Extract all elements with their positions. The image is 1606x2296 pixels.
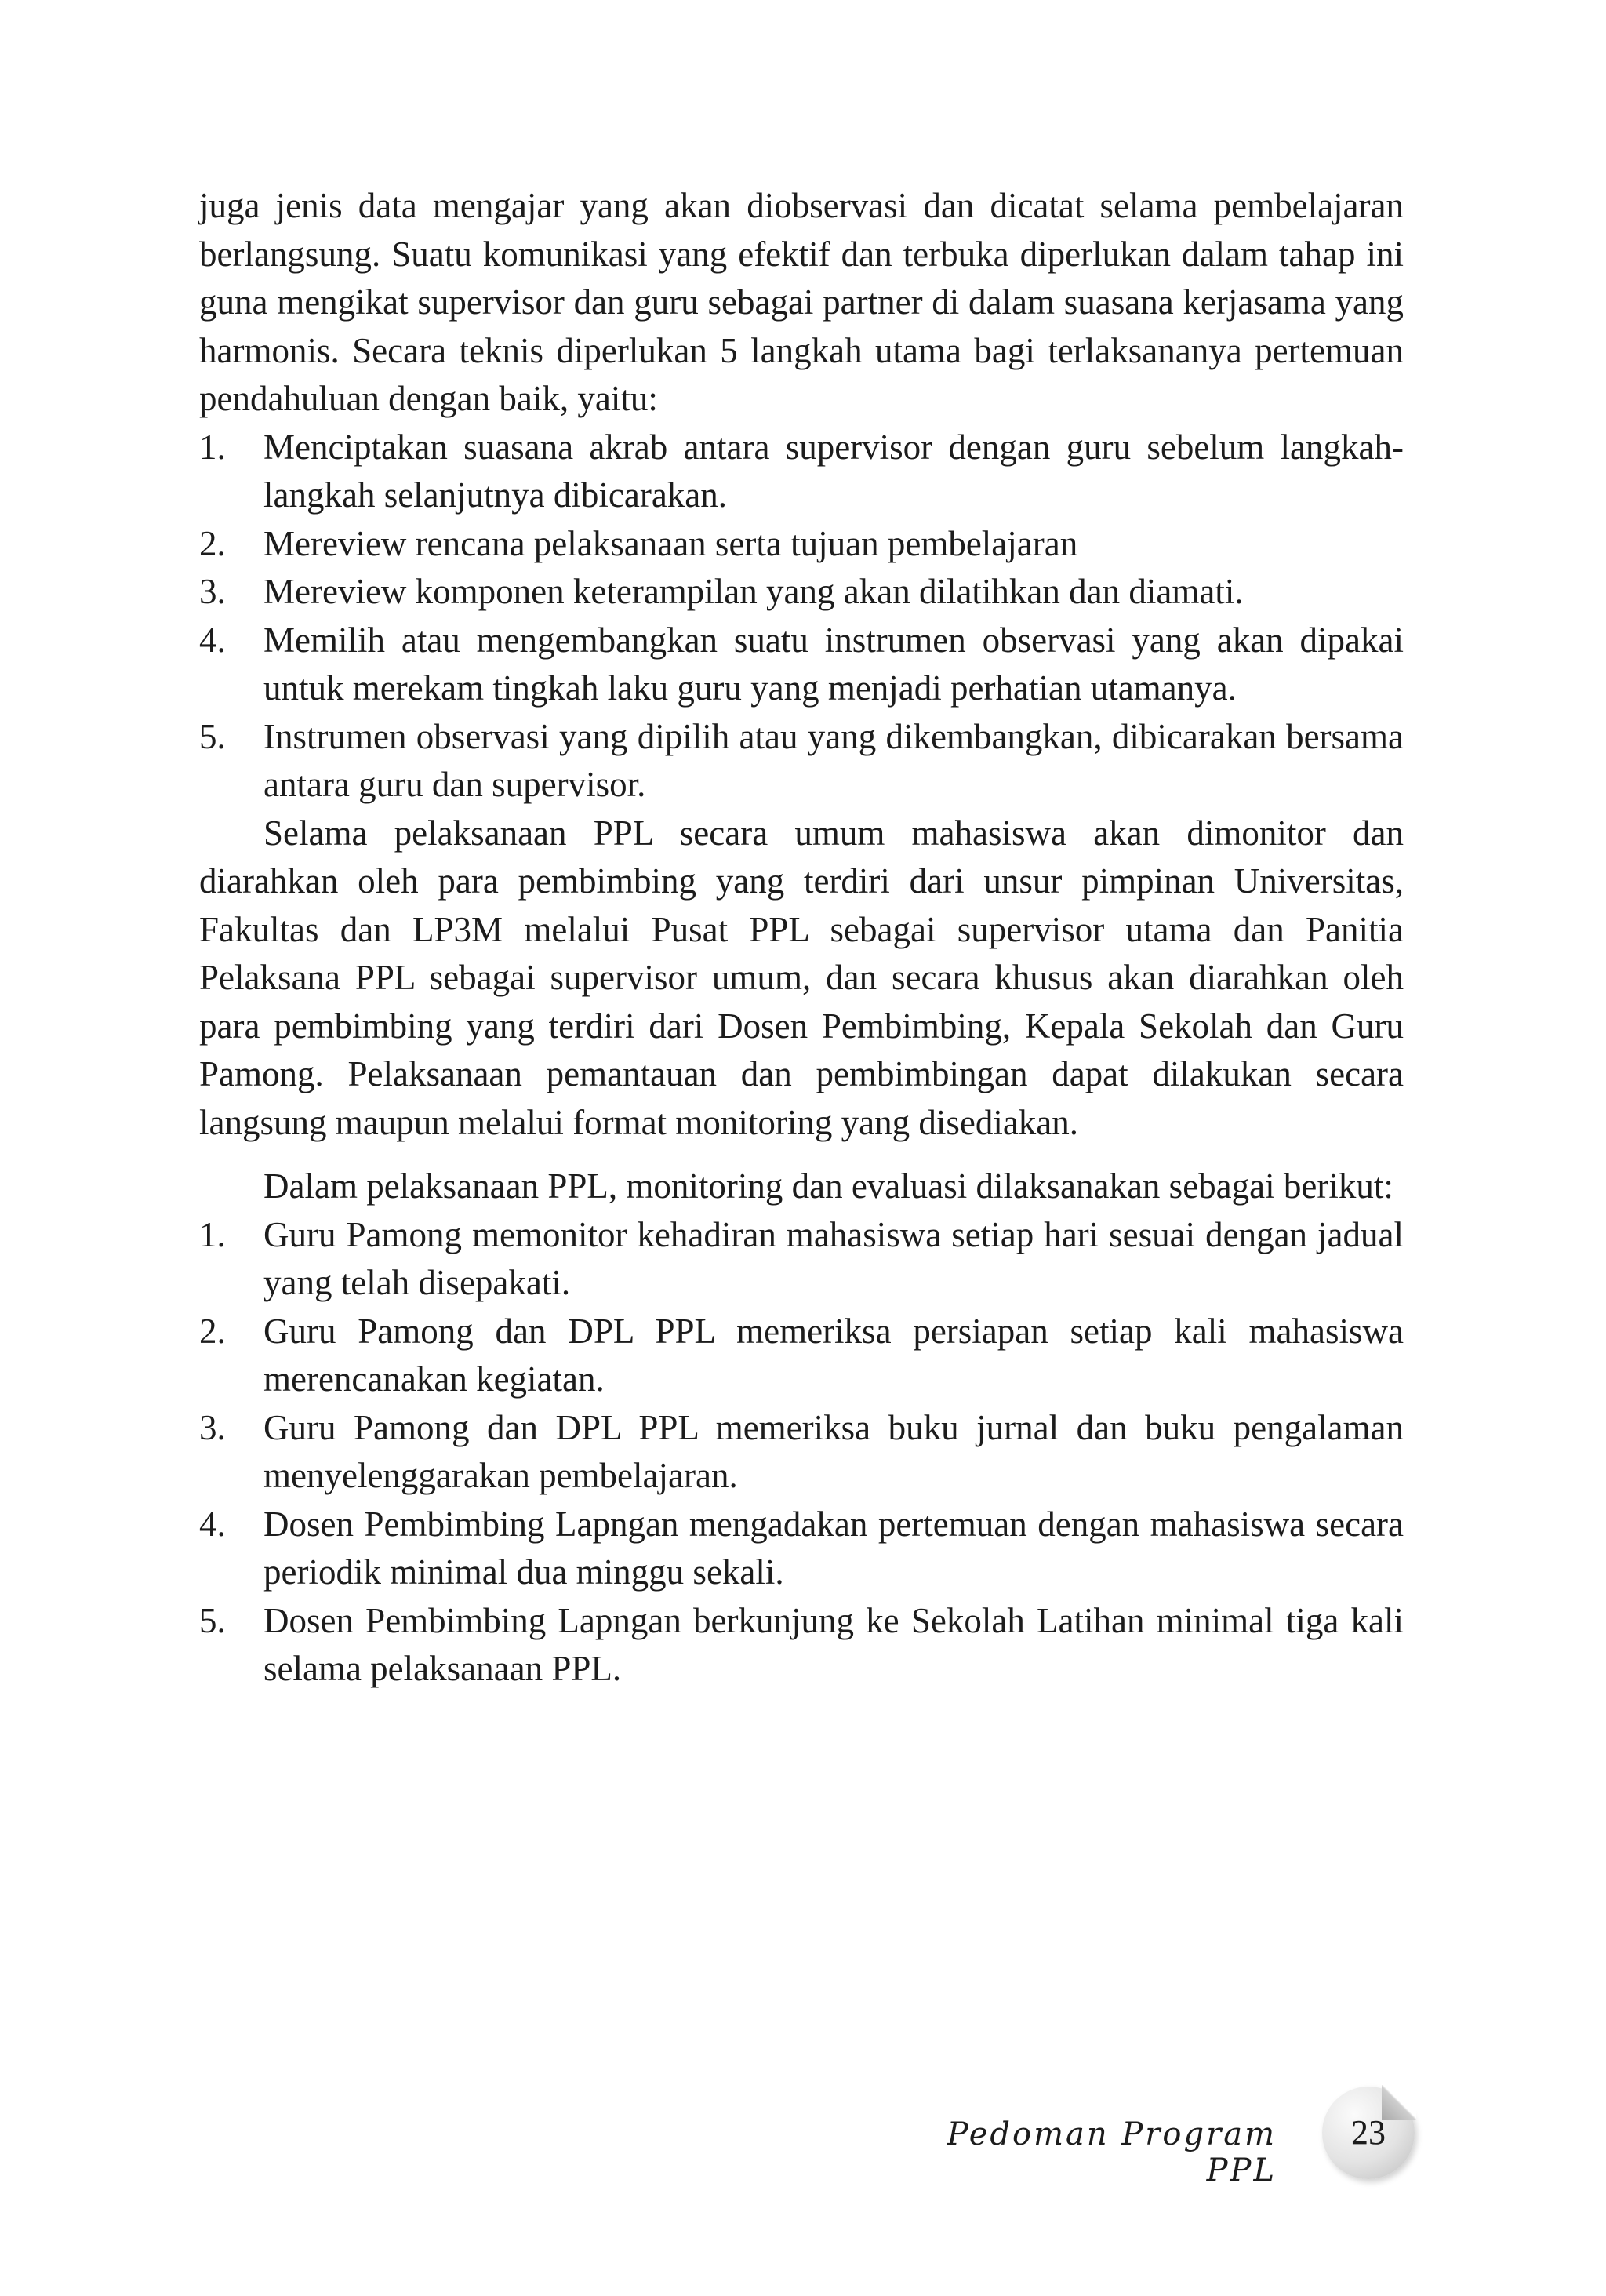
list-number: 5. — [199, 716, 226, 756]
list-item — [199, 424, 1404, 520]
list-text: Dosen Pembimbing Lapngan mengadakan pertemuan dengan mahasiswa secara periodik minimal dua minggu sekali. — [263, 1504, 1404, 1592]
page-body — [199, 182, 1404, 1694]
monitoring-paragraph: Dalam pelaksanaan PPL, monitoring dan evaluasi dilaksanakan sebagai berikut: — [263, 1166, 1393, 1206]
list-text: Mereview komponen keterampilan yang akan dilatihkan dan diamati. — [263, 572, 1244, 611]
list-number: 4. — [199, 1504, 226, 1544]
list-number: 3. — [199, 1407, 226, 1447]
list-number: 4. — [199, 620, 226, 660]
list-item — [199, 1597, 1404, 1694]
list-number: 5. — [199, 1600, 226, 1640]
running-footer-title: Pedoman Program PPL — [947, 2116, 1277, 2189]
monitoring-list — [199, 1211, 1404, 1694]
list-text: Guru Pamong memonitor kehadiran mahasiswa setiap hari sesuai dengan jadual yang telah disepakati. — [263, 1214, 1404, 1302]
list-text: Mereview rencana pelaksanaan serta tujuan pembelajaran — [263, 523, 1078, 563]
page-number: 23 — [1351, 2113, 1386, 2152]
list-text: Guru Pamong dan DPL PPL memeriksa buku jurnal dan buku pengalaman menyelenggarakan pembelajaran. — [263, 1407, 1404, 1495]
intro-paragraph: juga jenis data mengajar yang akan diobservasi dan dicatat selama pembelajaran berlangsung. Suatu komunikasi yang efektif dan terbuka diperlukan dalam tahap ini guna mengikat supervisor dan guru sebagai partner di dalam suasana kerjasama yang harmonis. Secara teknis diperlukan 5 langkah utama bagi terlaksananya pertemuan pendahuluan dengan baik, yaitu: — [199, 186, 1404, 418]
list-item — [199, 1308, 1404, 1404]
list-item — [199, 1501, 1404, 1597]
list-number: 3. — [199, 572, 226, 611]
meeting-steps-list — [199, 424, 1404, 810]
list-number: 2. — [199, 1311, 226, 1351]
list-text: Instrumen observasi yang dipilih atau yang dikembangkan, dibicarakan bersama antara guru dan supervisor. — [263, 716, 1404, 804]
list-item — [199, 520, 1404, 569]
list-item — [199, 1404, 1404, 1501]
list-text: Dosen Pembimbing Lapngan berkunjung ke Sekolah Latihan minimal tiga kali selama pelaksanaan PPL. — [263, 1600, 1404, 1688]
list-text: Guru Pamong dan DPL PPL memeriksa persiapan setiap kali mahasiswa merencanakan kegiatan. — [263, 1311, 1404, 1399]
page-number-badge — [1322, 2087, 1415, 2179]
list-item — [199, 568, 1404, 617]
list-number: 1. — [199, 1214, 226, 1254]
supervision-paragraph: Selama pelaksanaan PPL secara umum mahasiswa akan dimonitor dan diarahkan oleh para pembimbing yang terdiri dari unsur pimpinan Universitas, Fakultas dan LP3M melalui Pusat PPL sebagai supervisor utama dan Panitia Pelaksana PPL sebagai supervisor umum, dan secara khusus akan diarahkan oleh para pembimbing yang terdiri dari Dosen Pembimbing, Kepala Sekolah dan Guru Pamong. Pelaksanaan pemantauan dan pembimbingan dapat dilakukan secara langsung maupun melalui format monitoring yang disediakan. — [199, 813, 1404, 1142]
list-item — [199, 617, 1404, 713]
list-item — [199, 713, 1404, 810]
list-text: Menciptakan suasana akrab antara supervisor dengan guru sebelum langkah-langkah selanjutnya dibicarakan. — [263, 427, 1404, 515]
list-number: 2. — [199, 523, 226, 563]
list-text: Memilih atau mengembangkan suatu instrumen observasi yang akan dipakai untuk merekam tingkah laku guru yang menjadi perhatian utamanya. — [263, 620, 1404, 708]
list-number: 1. — [199, 427, 226, 467]
list-item — [199, 1211, 1404, 1308]
